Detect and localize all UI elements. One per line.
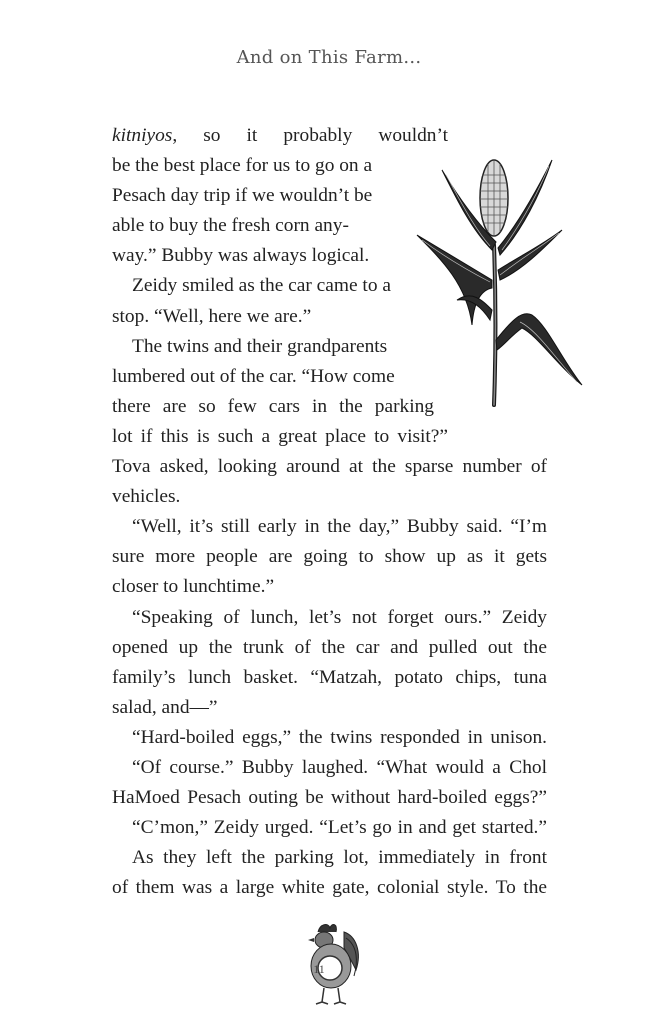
page-number: 11 xyxy=(313,962,325,976)
text-line: Zeidy smiled as the car came to a xyxy=(132,275,391,297)
corn-stalk-illustration xyxy=(412,150,587,410)
text-line: opened up the trunk of the car and pulled out the xyxy=(112,636,547,658)
text-line: “C’mon,” Zeidy urged. “Let’s go in and get started.” xyxy=(132,817,547,839)
text-line: be the best place for us to go on a xyxy=(112,155,373,177)
text-line: lumbered out of the car. “How come xyxy=(112,365,395,387)
text-line: “Of course.” Bubby laughed. “What would a Chol xyxy=(132,756,547,778)
italic-word: kitniyos xyxy=(112,125,173,146)
text-line: of them was a large white gate, colonial style. To the xyxy=(112,877,547,899)
text-line: kitniyos, so it probably wouldn’t xyxy=(112,125,448,146)
text-line: there are so few cars in the parking xyxy=(112,395,434,417)
text-line: As they left the parking lot, immediately in front xyxy=(132,847,547,869)
text-line: able to buy the fresh corn any- xyxy=(112,215,349,237)
text-line: salad, and—” xyxy=(112,696,218,718)
text-line: “Hard-boiled eggs,” the twins responded in unison. xyxy=(132,726,547,748)
text-line: vehicles. xyxy=(112,486,181,508)
running-head: And on This Farm... xyxy=(236,47,422,68)
rooster-page-number-ornament xyxy=(300,918,362,1006)
text-line: Pesach day trip if we wouldn’t be xyxy=(112,185,373,207)
text-line: The twins and their grandparents xyxy=(132,335,388,357)
text-line: way.” Bubby was always logical. xyxy=(112,245,370,267)
text-line: Tova asked, looking around at the sparse number of xyxy=(112,456,547,478)
text-line: HaMoed Pesach outing be without hard-boiled eggs?” xyxy=(112,787,547,809)
text-line: “Speaking of lunch, let’s not forget ours.” Zeidy xyxy=(132,606,547,628)
text-line: lot if this is such a great place to visit?” xyxy=(112,425,448,447)
text-line: “Well, it’s still early in the day,” Bubby said. “I’m xyxy=(132,516,547,538)
text-line: closer to lunchtime.” xyxy=(112,576,275,598)
text-line: sure more people are going to show up as it gets xyxy=(112,546,547,568)
text-line: stop. “Well, here we are.” xyxy=(112,305,312,327)
text-line: family’s lunch basket. “Matzah, potato chips, tuna xyxy=(112,666,547,688)
